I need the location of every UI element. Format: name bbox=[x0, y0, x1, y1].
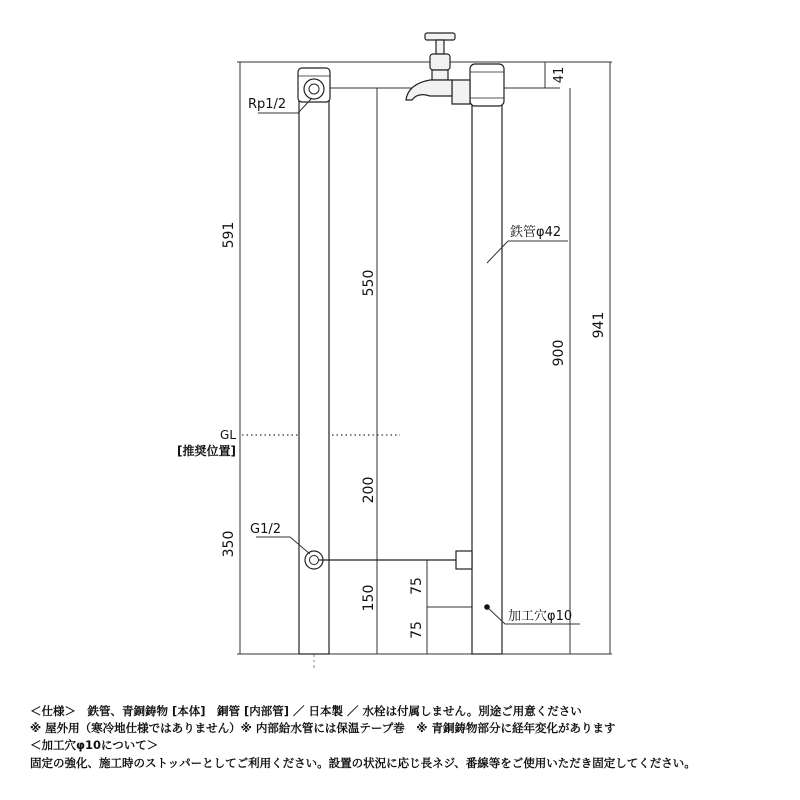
dim-200: 200 bbox=[361, 476, 377, 504]
caution-line: ※ 屋外用（寒冷地仕様ではありません）※ 内部給水管には保温テープ巻 ※ 青銅鋳物部分に経年変化があります bbox=[30, 721, 616, 736]
hole-heading: ＜加工穴φ10について＞ bbox=[30, 738, 159, 753]
dim-150: 150 bbox=[361, 584, 377, 612]
gl-note-label: [推奨位置] bbox=[177, 444, 236, 458]
rp-label: Rp1/2 bbox=[248, 97, 287, 112]
dim-900: 900 bbox=[551, 339, 567, 367]
dim-75-lower: 75 bbox=[409, 621, 425, 639]
faucet-icon bbox=[406, 33, 470, 104]
hole-description: 固定の強化、施工時のストッパーとしてご利用ください。設置の状況に応じ長ネジ、番線等をご使用いただき固定してください。 bbox=[30, 755, 696, 770]
dim-350: 350 bbox=[221, 530, 237, 558]
dim-41: 41 bbox=[552, 66, 567, 84]
g-label: G1/2 bbox=[250, 522, 281, 537]
hole-marker bbox=[484, 604, 490, 610]
dim-941: 941 bbox=[591, 311, 607, 339]
left-pipe bbox=[298, 68, 330, 654]
internal-fitting bbox=[456, 551, 472, 569]
pipe-label: 鉄管φ42 bbox=[510, 225, 562, 240]
spec-line: ＜仕様＞ 鉄管、青銅鋳物 [本体] 銅管 [内部管] ／ 日本製 ／ 水栓は付属しません。別途ご用意ください bbox=[30, 704, 582, 718]
dim-550: 550 bbox=[361, 269, 377, 297]
hole-label: 加工穴φ10 bbox=[508, 609, 573, 624]
dim-75-upper: 75 bbox=[409, 577, 425, 595]
dim-591: 591 bbox=[221, 221, 237, 249]
gl-label: GL bbox=[220, 428, 236, 442]
spec-notes bbox=[30, 703, 790, 772]
right-pipe bbox=[318, 64, 504, 654]
